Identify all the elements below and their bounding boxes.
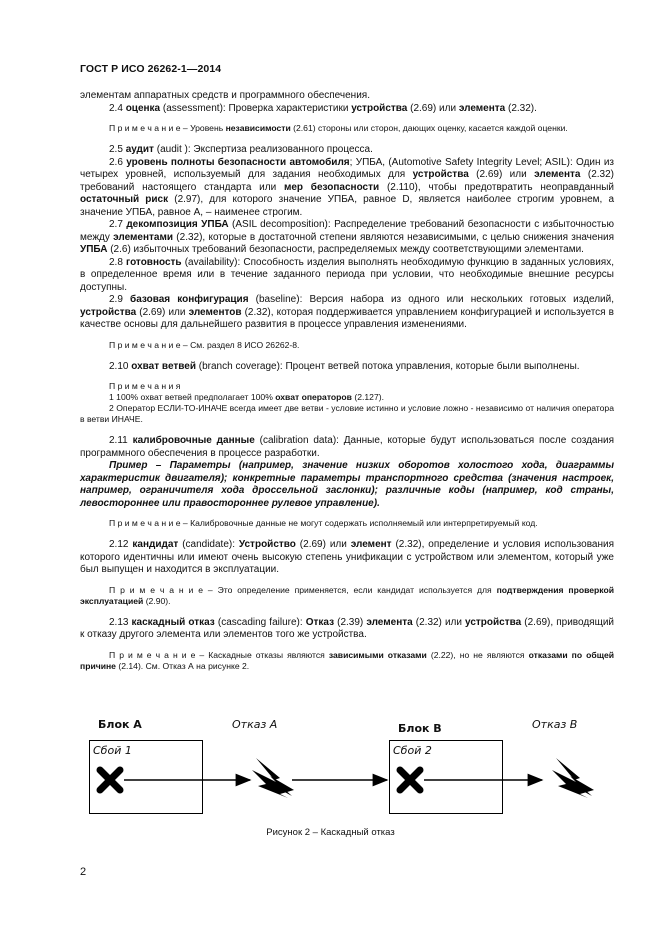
- example-2-11: Пример – Параметры (например, значение низких оборотов холостого хода, диаграммы характеристик двигателя); конкретные параметры транспортного средства (значения настроек, например, ограничителя хода дроссельной заслонки); различные коды (например, код страны, левостороннее или правостороннее рулевое управление).: [80, 460, 614, 509]
- block-b-label: Блок В: [398, 722, 442, 735]
- term-2-10: 2.10 охват ветвей (branch coverage): Процент ветвей потока управления, которые были выполнены.: [109, 360, 580, 372]
- fault-1-label: Сбой 1: [93, 744, 132, 757]
- failure-b-label: Отказ В: [532, 718, 578, 731]
- note-2-12: П р и м е ч а н и е – Это определение применяется, если кандидат используется для подтверждения проверкой эксплуатацией (2.90).: [80, 584, 614, 606]
- note-2-10-1: 1 100% охват ветвей предполагает 100% охват операторов (2.127).: [109, 392, 384, 402]
- failure-a-label: Отказ А: [232, 718, 278, 731]
- term-2-12: 2.12 кандидат (candidate): Устройство (2.69) или элемент (2.32), определение и условия использования которого идентичны или имеют очень высокую степень унификации с устройством или элементом, который уже был выпущен и находится в эксплуатации.: [80, 539, 614, 575]
- figure-caption: Рисунок 2 – Каскадный отказ: [266, 827, 395, 838]
- note-2-11: П р и м е ч а н и е – Калибровочные данные не могут содержать исполняемый или интерпретируемый код.: [109, 518, 538, 528]
- note-2-9: П р и м е ч а н и е – См. раздел 8 ИСО 26262-8.: [109, 339, 300, 350]
- body-text: [80, 90, 614, 672]
- block-a-label: Блок А: [98, 718, 142, 731]
- paragraph-continuation: элементам аппаратных средств и программного обеспечения.: [80, 90, 370, 101]
- term-2-8: 2.8 готовность (availability): Способность изделия выполнять необходимую функцию в заданных условиях, в определенное время или в течение заданного периода при условии, что необходимые внешние ресурсы доступны.: [80, 256, 614, 293]
- term-2-7: 2.7 декомпозиция УПБА (ASIL decomposition): Распределение требований безопасности с избыточностью между элементами (2.32), которые в достаточной степени являются независимыми, с целью снижения значения УПБА (2.6) избыточных требований безопасности, распределяемых между соответствующими элементами.: [80, 219, 615, 255]
- term-2-6: 2.6 уровень полноты безопасности автомобиля; УПБА, (Automotive Safety Integrity Level; ASIL): Один из четырех уровней, используемый для задания необходимых для устройства (2.69) или элемента (2.32) требований настоящего стандарта или мер безопасности (2.110), чтобы предотвратить неоправданный остаточный риск (2.97), для которого значение УПБА, равное D, является наиболее строгим уровнем, а значение УПБА, равное А, – наименее строгим.: [80, 156, 615, 218]
- term-2-5: 2.5 аудит (audit ): Экспертиза реализованного процесса.: [109, 144, 373, 155]
- term-2-13: 2.13 каскадный отказ (cascading failure): Отказ (2.39) элемента (2.32) или устройства (2.69), приводящий к отказу другого элемента или элементов того же устройства.: [80, 616, 614, 640]
- term-2-11: 2.11 калибровочные данные (calibration data): Данные, которые будут использоваться после создания программного обеспечения в процессе разработки.: [80, 435, 615, 459]
- figure-graphics: [80, 718, 614, 823]
- fault-2-label: Сбой 2: [393, 744, 432, 757]
- term-2-4: 2.4 оценка (assessment): Проверка характеристики устройства (2.69) или элемента (2.32).: [109, 102, 537, 114]
- note-2-10-2: 2 Оператор ЕСЛИ-ТО-ИНАЧЕ всегда имеет две ветви - условие истинно и условие ложно - независимо от наличия оператора в ветви ИНАЧЕ.: [80, 403, 614, 424]
- fault-2-cross-icon: [400, 770, 420, 790]
- fault-1-cross-icon: [100, 770, 120, 790]
- notes-2-10-heading: П р и м е ч а н и я: [109, 381, 181, 391]
- note-2-4: П р и м е ч а н и е – Уровень независимости (2.61) стороны или сторон, дающих оценку, касается каждой оценки.: [109, 123, 568, 133]
- term-2-9: 2.9 базовая конфигурация (baseline): Версия набора из одного или нескольких готовых изделий, устройства (2.69) или элементов (2.32), которая поддерживается управлением конфигурацией и используется в качестве основы для дальнейшего развития в процессе управления изменениями.: [80, 294, 614, 330]
- document-header: ГОСТ Р ИСО 26262-1—2014: [80, 63, 222, 75]
- figure-cascading-failure: [80, 718, 614, 823]
- page-number: 2: [80, 866, 87, 878]
- note-2-13: П р и м е ч а н и е – Каскадные отказы являются зависимыми отказами (2.22), но не являются отказами по общей причине (2.14). См. Отказ А на рисунке 2.: [80, 649, 615, 671]
